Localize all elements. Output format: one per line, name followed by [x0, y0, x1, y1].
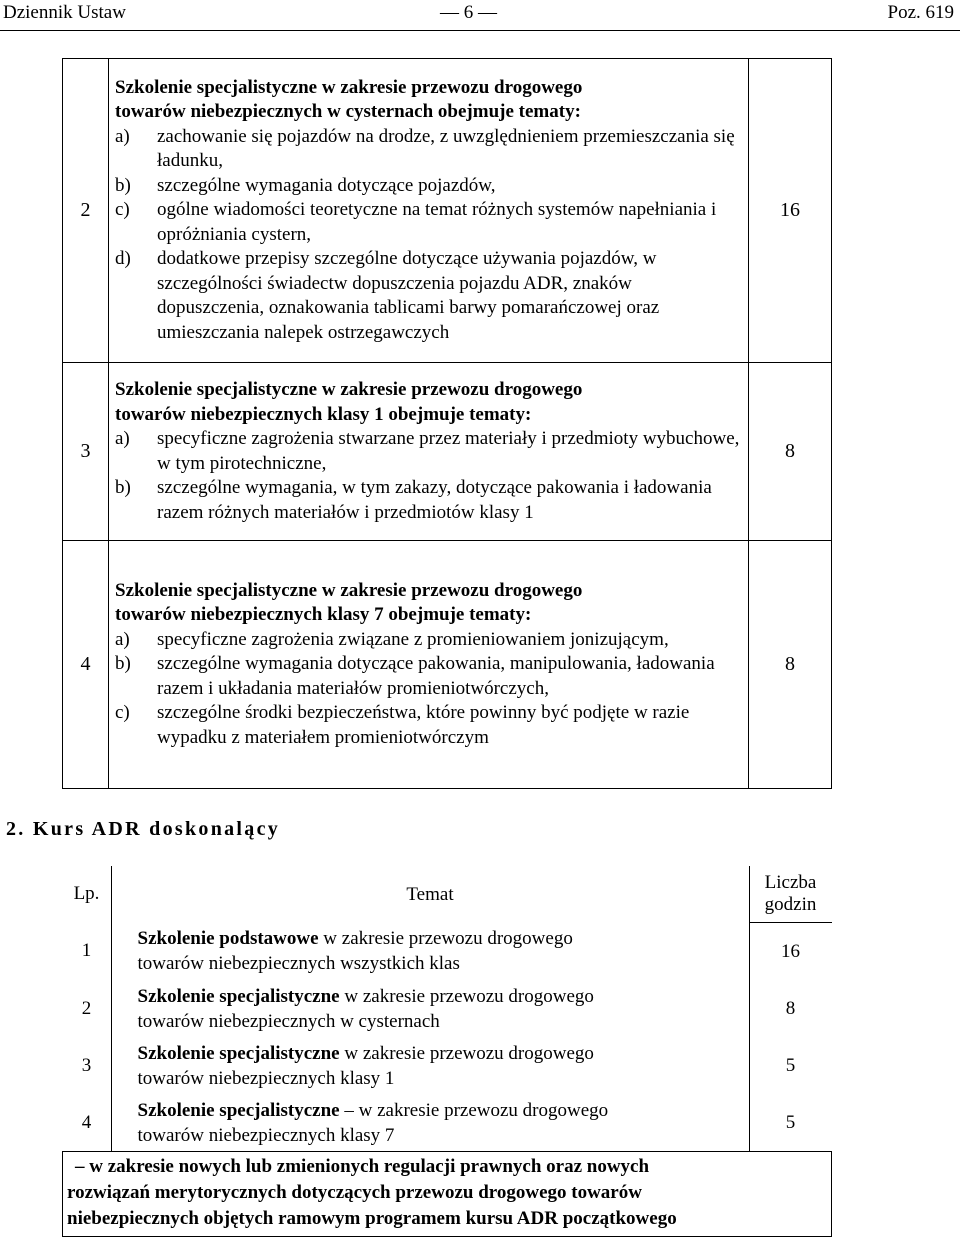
- row-lp: 2: [63, 980, 112, 1037]
- refresher-course-table: [62, 866, 832, 1237]
- row-hours: 16: [749, 923, 832, 981]
- journal-title: Dziennik Ustaw: [3, 2, 126, 23]
- row-topic: Szkolenie specjalistyczne – w zakresie przewozu drogowego towarów niebezpiecznych klasy 7: [137, 1099, 609, 1146]
- list-item: a) zachowanie się pojazdów na drodze, z uwzględnieniem przemieszczania się ładunku,: [115, 125, 735, 172]
- table-row: [63, 1037, 832, 1094]
- page-number: — 6 —: [440, 2, 497, 23]
- table-row: [63, 363, 832, 541]
- footnote: – w zakresie nowych lub zmienionych regulacji prawnych oraz nowych rozwiązań merytorycznych dotyczących przewozu drogowego towarów niebezpiecznych objętych ramowym programem kursu ADR początkowego: [63, 1152, 832, 1237]
- row-intro: Szkolenie specjalistyczne w zakresie przewozu drogowego towarów niebezpiecznych w cysternach obejmuje tematy:: [115, 76, 583, 123]
- row-lp: 4: [63, 1094, 112, 1152]
- row-intro: Szkolenie specjalistyczne w zakresie przewozu drogowego towarów niebezpiecznych klasy 1 obejmuje tematy:: [115, 379, 583, 425]
- column-header-hours: Liczba godzin: [749, 866, 832, 923]
- row-topic: Szkolenie podstawowe w zakresie przewozu drogowego towarów niebezpiecznych wszystkich klas: [137, 928, 573, 975]
- table-row: [63, 923, 832, 981]
- row-content: [109, 541, 749, 789]
- row-hours: 8: [749, 980, 832, 1037]
- row-topic: Szkolenie specjalistyczne w zakresie przewozu drogowego towarów niebezpiecznych klasy 1: [137, 1042, 594, 1089]
- page-header: [0, 0, 960, 31]
- row-lp: 1: [63, 923, 112, 981]
- list-item: c) ogólne wiadomości teoretyczne na temat różnych systemów napełniania i opróżniania cystern,: [115, 199, 717, 245]
- column-header-lp: Lp.: [63, 866, 112, 923]
- row-number: 2: [63, 59, 109, 363]
- table-row: [63, 980, 832, 1037]
- section-title: 2. Kurs ADR doskonalący: [6, 818, 281, 840]
- list-item: b) szczególne wymagania, w tym zakazy, dotyczące pakowania i ładowania razem różnych materiałów i przedmiotów klasy 1: [115, 477, 712, 523]
- table-row: [63, 541, 832, 789]
- row-hours: 5: [749, 1037, 832, 1094]
- list-item: c) szczególne środki bezpieczeństwa, które powinny być podjęte w razie wypadku z materiałem promieniotwórczym: [115, 702, 690, 748]
- hours-cell: 8: [749, 541, 832, 789]
- hours-cell: 16: [749, 59, 832, 363]
- table-note-row: [63, 1152, 832, 1237]
- column-header-temat: Temat: [406, 883, 454, 905]
- table-row: [63, 59, 832, 363]
- row-intro: Szkolenie specjalistyczne w zakresie przewozu drogowego towarów niebezpiecznych klasy 7 obejmuje tematy:: [115, 579, 583, 626]
- row-lp: 3: [63, 1037, 112, 1094]
- row-content: [109, 363, 749, 541]
- list-item: a) specyficzne zagrożenia stwarzane przez materiały i przedmioty wybuchowe, w tym pirotechniczne,: [115, 428, 740, 474]
- row-number: 4: [63, 541, 109, 789]
- row-topic: Szkolenie specjalistyczne w zakresie przewozu drogowego towarów niebezpiecznych w cysternach: [137, 985, 594, 1032]
- list-item: d) dodatkowe przepisy szczególne dotyczące używania pojazdów, w szczególności świadectw dopuszczenia pojazdu ADR, znaków dopuszczenia, oznakowania tablicami barwy pomarańczowej oraz umieszczania nalepek ostrzegawczych: [115, 248, 660, 343]
- table-row: [63, 1094, 832, 1152]
- row-hours: 5: [749, 1094, 832, 1152]
- position-number: Poz. 619: [887, 2, 954, 23]
- hours-cell: 8: [749, 363, 832, 541]
- list-item: b) szczególne wymagania dotyczące pojazdów,: [115, 174, 496, 196]
- row-content: [109, 59, 749, 363]
- row-number: 3: [63, 363, 109, 541]
- list-item: a) specyficzne zagrożenia związane z promieniowaniem jonizującym,: [115, 628, 669, 650]
- table-header-row: [63, 866, 832, 923]
- training-topics-table: [62, 58, 832, 789]
- list-item: b) szczególne wymagania dotyczące pakowania, manipulowania, ładowania razem i układania materiałów promieniotwórczych,: [115, 653, 715, 699]
